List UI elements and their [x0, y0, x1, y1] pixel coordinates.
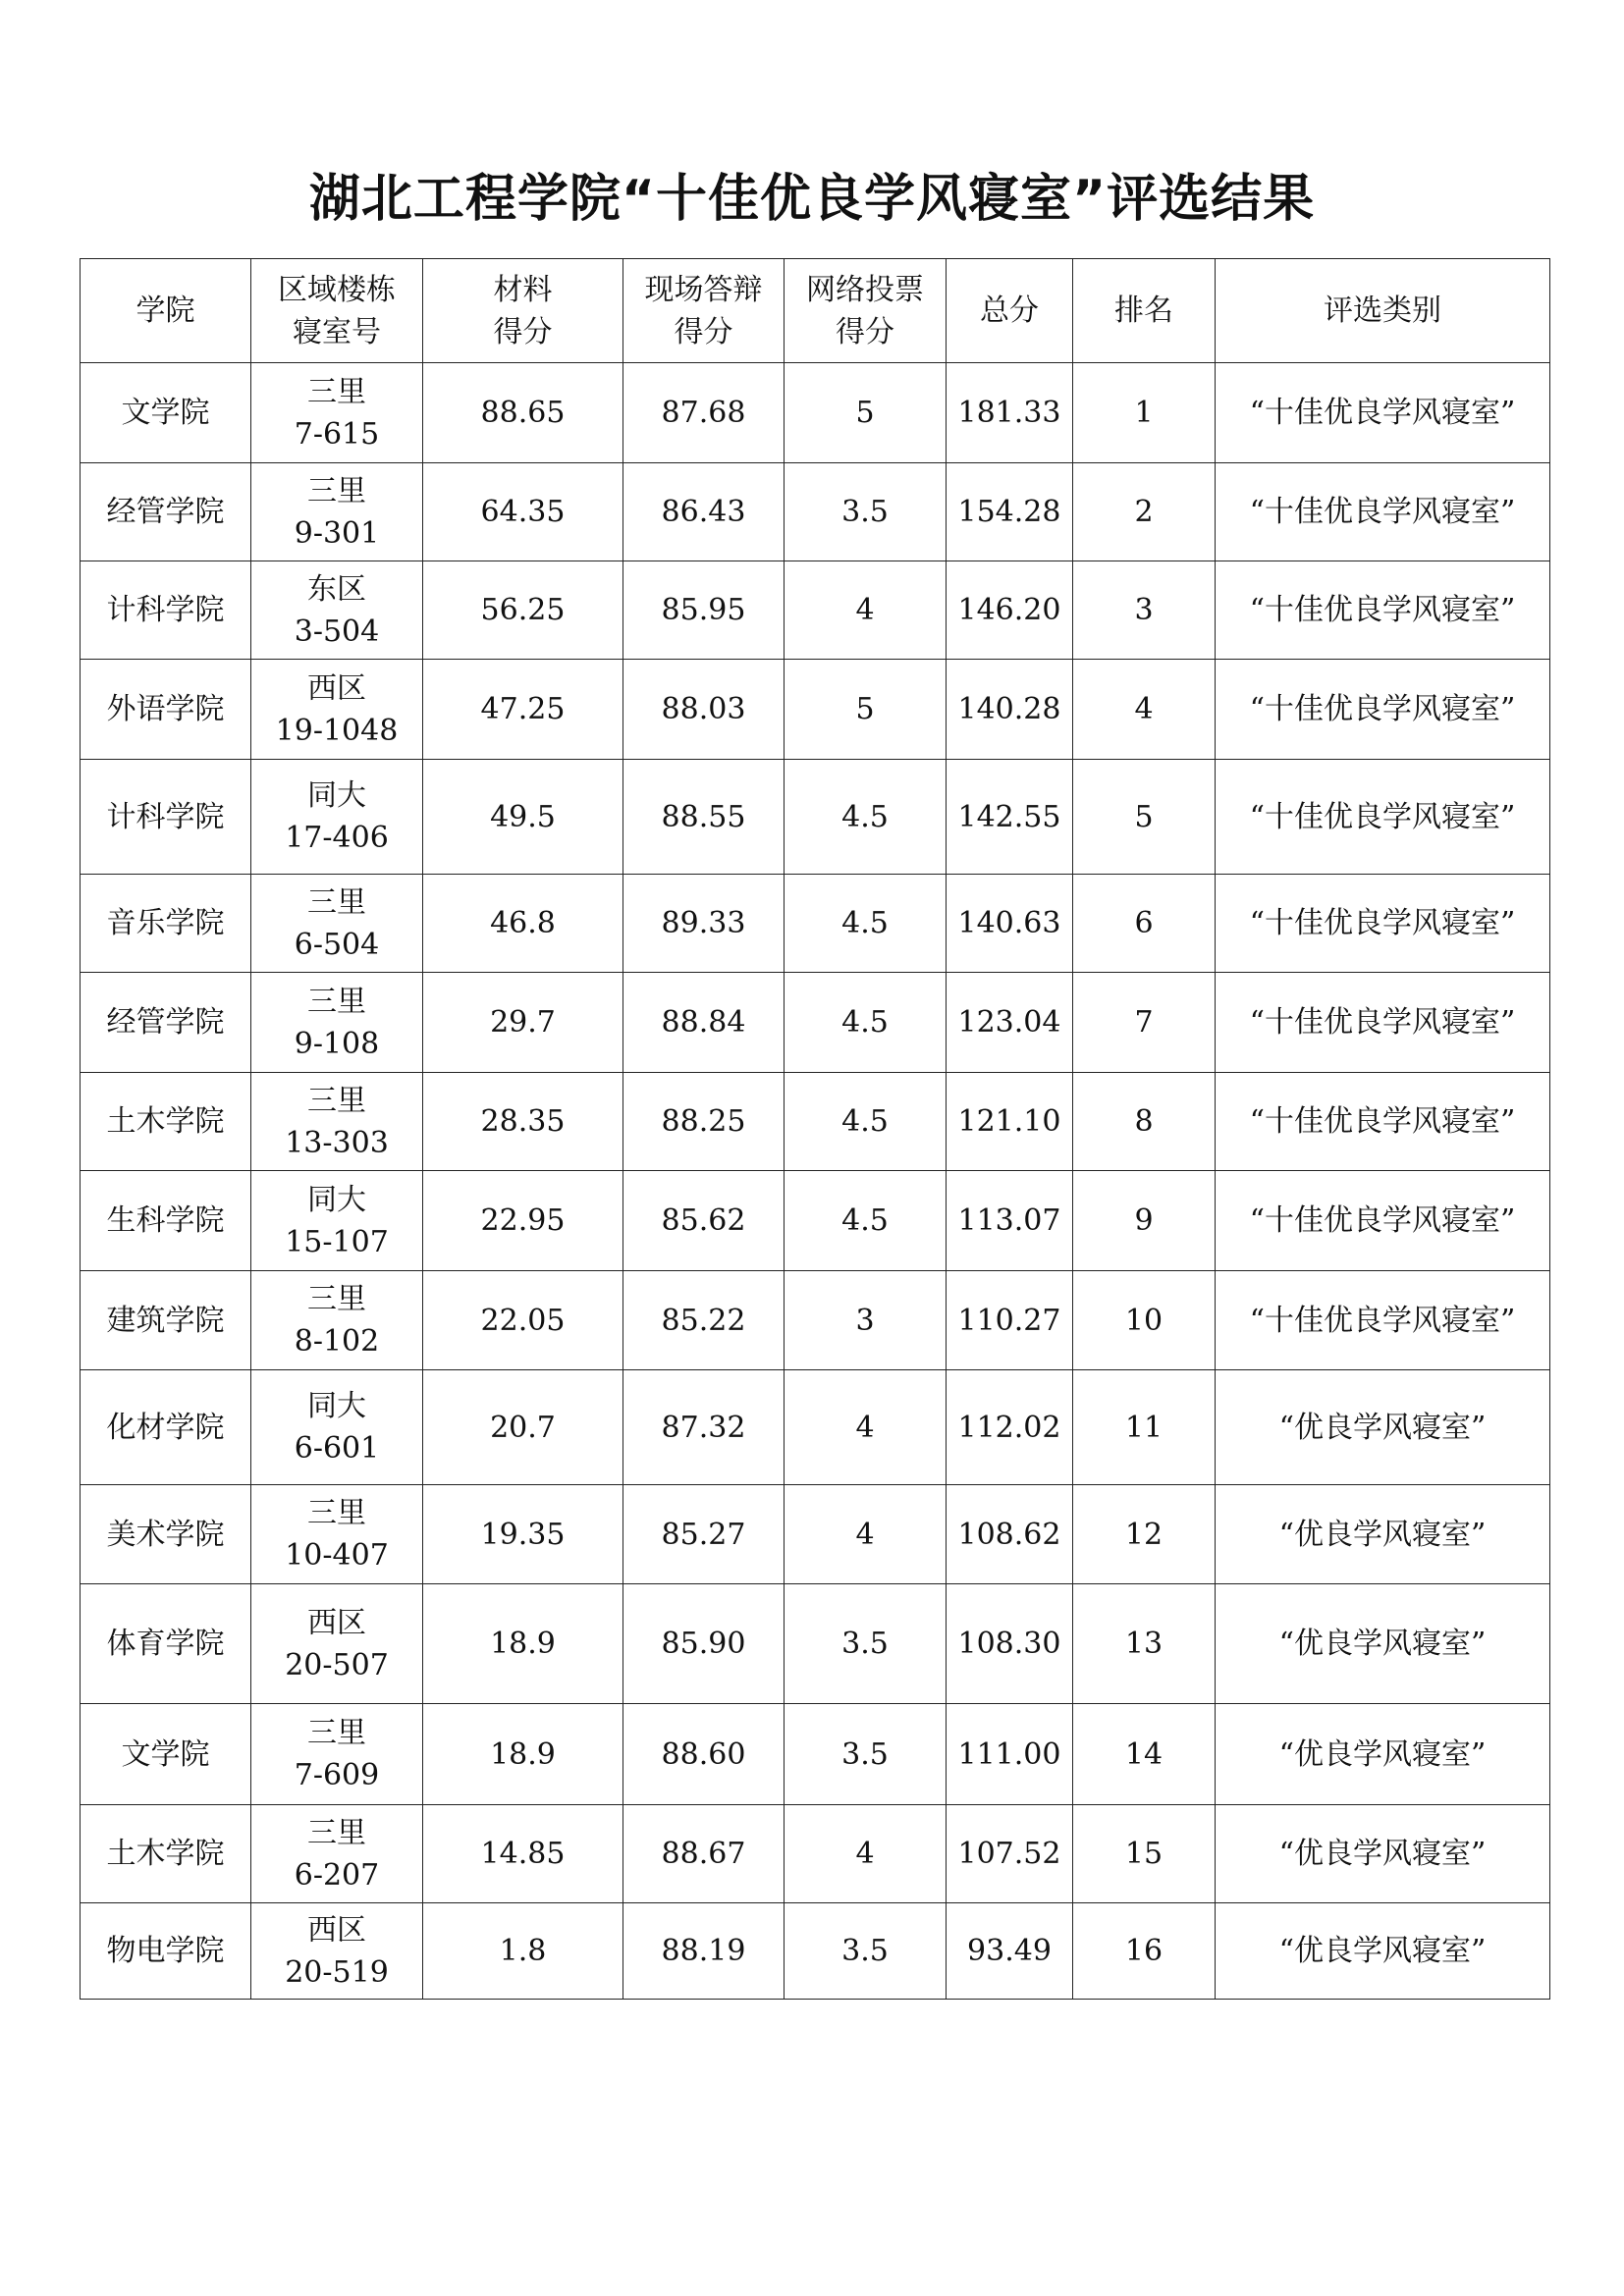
cell-category: [1216, 973, 1550, 1073]
cell-area-room: [251, 1485, 423, 1584]
cell-vote-text: 4.5: [841, 1005, 889, 1040]
cell-total: [947, 1271, 1073, 1370]
cell-material: [423, 973, 623, 1073]
cell-defense: [623, 1370, 785, 1485]
header-defense-score: 现场答辩 得分: [623, 259, 785, 363]
cell-college: [81, 1584, 251, 1704]
cell-college-text: 土木学院: [106, 1837, 225, 1871]
cell-vote-text: 3.5: [841, 1934, 889, 1968]
cell-category: [1216, 1584, 1550, 1704]
cell-vote: [785, 660, 947, 760]
header-area-room: 区域楼栋 寝室号: [251, 259, 423, 363]
cell-vote: [785, 1171, 947, 1271]
cell-college-text: 计科学院: [106, 799, 225, 834]
cell-area: 三里: [307, 473, 366, 508]
cell-rank: [1073, 973, 1216, 1073]
cell-material-text: 1.8: [499, 1934, 547, 1968]
cell-category-text: “十佳优良学风寝室”: [1249, 1005, 1516, 1040]
cell-area-room: [251, 973, 423, 1073]
cell-college: [81, 660, 251, 760]
cell-area-room: [251, 875, 423, 973]
cell-vote: [785, 1704, 947, 1805]
cell-rank-text: 8: [1134, 1104, 1154, 1139]
cell-material: [423, 1704, 623, 1805]
cell-rank: [1073, 660, 1216, 760]
cell-vote: [785, 1805, 947, 1903]
cell-vote-text: 3: [855, 1303, 875, 1338]
cell-total: [947, 1370, 1073, 1485]
cell-category: [1216, 363, 1550, 463]
cell-defense-text: 88.03: [661, 692, 746, 726]
table-row: [81, 1271, 1550, 1370]
cell-room: 19-1048: [275, 713, 399, 748]
cell-total-text: 140.28: [957, 692, 1061, 726]
cell-defense-text: 85.62: [661, 1203, 746, 1238]
cell-category: [1216, 1271, 1550, 1370]
table-row: [81, 1073, 1550, 1171]
cell-room: 15-107: [285, 1224, 389, 1259]
cell-total-text: 146.20: [957, 593, 1061, 627]
cell-material: [423, 363, 623, 463]
cell-defense-text: 86.43: [661, 495, 746, 529]
cell-vote-text: 4.5: [841, 1104, 889, 1139]
cell-area: 三里: [307, 374, 366, 409]
cell-college-text: 计科学院: [106, 593, 225, 627]
cell-material: [423, 760, 623, 875]
cell-vote-text: 3.5: [841, 1627, 889, 1661]
cell-material: [423, 463, 623, 561]
table-row: [81, 1171, 1550, 1271]
cell-college: [81, 561, 251, 660]
cell-college-text: 建筑学院: [106, 1303, 225, 1338]
cell-total-text: 142.55: [957, 799, 1061, 834]
cell-defense-text: 87.32: [661, 1410, 746, 1445]
header-category: 评选类别: [1216, 259, 1550, 363]
cell-rank: [1073, 875, 1216, 973]
cell-total: [947, 1485, 1073, 1584]
cell-material-text: 47.25: [480, 692, 566, 726]
cell-defense: [623, 1584, 785, 1704]
cell-college: [81, 363, 251, 463]
cell-total-text: 111.00: [957, 1736, 1061, 1772]
cell-rank: [1073, 1073, 1216, 1171]
cell-defense-text: 88.60: [661, 1736, 746, 1772]
cell-room: 6-601: [294, 1431, 380, 1466]
cell-area-room: [251, 1370, 423, 1485]
cell-college-text: 外语学院: [106, 692, 225, 726]
cell-rank-text: 10: [1124, 1303, 1164, 1338]
cell-material-text: 14.85: [480, 1837, 566, 1871]
cell-category-text: “优良学风寝室”: [1278, 1410, 1487, 1445]
cell-defense: [623, 1805, 785, 1903]
cell-rank-text: 5: [1134, 799, 1154, 834]
cell-college: [81, 1073, 251, 1171]
table-row: [81, 1805, 1550, 1903]
cell-defense-text: 89.33: [661, 906, 746, 940]
cell-rank: [1073, 463, 1216, 561]
cell-area: 三里: [307, 1496, 366, 1530]
cell-material: [423, 1171, 623, 1271]
cell-category-text: “十佳优良学风寝室”: [1249, 906, 1516, 940]
cell-vote-text: 4: [855, 1517, 875, 1552]
cell-room: 20-507: [285, 1647, 389, 1682]
cell-vote: [785, 1271, 947, 1370]
cell-defense: [623, 463, 785, 561]
cell-rank: [1073, 760, 1216, 875]
table-row: [81, 875, 1550, 973]
cell-material: [423, 1073, 623, 1171]
table-row: [81, 1903, 1550, 2000]
cell-room: 7-609: [294, 1758, 380, 1792]
cell-room: 3-504: [294, 614, 380, 649]
cell-total-text: 121.10: [957, 1104, 1061, 1139]
cell-category: [1216, 1171, 1550, 1271]
cell-category: [1216, 875, 1550, 973]
cell-area-room: [251, 760, 423, 875]
cell-category: [1216, 1805, 1550, 1903]
cell-total-text: 181.33: [957, 396, 1061, 430]
cell-total: [947, 1584, 1073, 1704]
cell-vote-text: 5: [855, 692, 875, 726]
cell-material: [423, 561, 623, 660]
cell-defense-text: 88.19: [661, 1934, 746, 1968]
cell-college-text: 土木学院: [106, 1104, 225, 1139]
cell-vote-text: 4: [855, 1410, 875, 1445]
cell-total-text: 112.02: [957, 1410, 1061, 1445]
cell-category-text: “十佳优良学风寝室”: [1249, 593, 1516, 627]
cell-college-text: 生科学院: [106, 1203, 225, 1238]
cell-area-room: [251, 1903, 423, 2000]
cell-total: [947, 1171, 1073, 1271]
cell-college: [81, 1805, 251, 1903]
cell-area: 三里: [307, 1282, 366, 1316]
cell-rank: [1073, 1805, 1216, 1903]
header-total: 总分: [947, 259, 1073, 363]
cell-rank-text: 3: [1134, 593, 1154, 627]
cell-area-room: [251, 1704, 423, 1805]
cell-category-text: “十佳优良学风寝室”: [1249, 692, 1516, 726]
table-row: [81, 1704, 1550, 1805]
cell-rank-text: 4: [1134, 692, 1154, 726]
cell-defense: [623, 1171, 785, 1271]
cell-defense: [623, 1704, 785, 1805]
cell-material-text: 22.05: [480, 1303, 566, 1338]
cell-defense: [623, 1073, 785, 1171]
header-material-score: 材料 得分: [423, 259, 623, 363]
header-college: 学院: [81, 259, 251, 363]
cell-total: [947, 1704, 1073, 1805]
cell-material: [423, 1584, 623, 1704]
cell-rank-text: 9: [1134, 1203, 1154, 1238]
cell-area: 三里: [307, 1083, 366, 1118]
cell-vote-text: 3.5: [841, 495, 889, 529]
header-row: [81, 259, 1550, 363]
cell-category-text: “十佳优良学风寝室”: [1249, 1303, 1516, 1338]
cell-rank: [1073, 1704, 1216, 1805]
cell-area-room: [251, 660, 423, 760]
cell-material-text: 22.95: [480, 1203, 566, 1238]
cell-category: [1216, 1903, 1550, 2000]
cell-college: [81, 1704, 251, 1805]
cell-area: 三里: [307, 884, 366, 920]
cell-college: [81, 760, 251, 875]
cell-college: [81, 1485, 251, 1584]
cell-vote: [785, 1073, 947, 1171]
cell-total: [947, 875, 1073, 973]
cell-defense: [623, 1271, 785, 1370]
cell-vote: [785, 875, 947, 973]
cell-material-text: 64.35: [480, 495, 566, 529]
cell-total-text: 110.27: [957, 1303, 1061, 1338]
cell-total-text: 108.62: [957, 1517, 1061, 1552]
cell-rank: [1073, 1485, 1216, 1584]
cell-college-text: 体育学院: [106, 1627, 225, 1661]
cell-category-text: “优良学风寝室”: [1278, 1736, 1487, 1772]
cell-defense: [623, 973, 785, 1073]
cell-rank-text: 14: [1124, 1736, 1164, 1772]
cell-category: [1216, 1704, 1550, 1805]
cell-defense: [623, 875, 785, 973]
cell-vote: [785, 561, 947, 660]
cell-college-text: 经管学院: [106, 1005, 225, 1040]
cell-defense-text: 85.90: [661, 1627, 746, 1661]
cell-defense-text: 88.25: [661, 1104, 746, 1139]
cell-vote: [785, 463, 947, 561]
cell-material-text: 19.35: [480, 1517, 566, 1552]
cell-room: 20-519: [285, 1954, 389, 1990]
cell-area-room: [251, 1171, 423, 1271]
cell-vote: [785, 363, 947, 463]
cell-total-text: 154.28: [957, 495, 1061, 529]
cell-vote-text: 3.5: [841, 1736, 889, 1772]
cell-total: [947, 1903, 1073, 2000]
results-table: [80, 258, 1550, 2000]
cell-total-text: 140.63: [957, 906, 1061, 940]
cell-defense: [623, 660, 785, 760]
cell-category-text: “十佳优良学风寝室”: [1249, 1203, 1516, 1238]
cell-defense-text: 85.95: [661, 593, 746, 627]
cell-room: 7-615: [294, 416, 380, 452]
cell-college: [81, 1370, 251, 1485]
cell-material-text: 29.7: [490, 1005, 556, 1040]
cell-room: 9-108: [294, 1026, 380, 1061]
cell-rank: [1073, 561, 1216, 660]
cell-room: 6-207: [294, 1857, 380, 1893]
cell-vote-text: 4.5: [841, 799, 889, 834]
cell-total-text: 93.49: [967, 1934, 1052, 1968]
cell-material-text: 49.5: [490, 799, 556, 834]
cell-rank-text: 6: [1134, 906, 1154, 940]
cell-vote-text: 4: [855, 593, 875, 627]
cell-area-room: [251, 463, 423, 561]
cell-rank-text: 7: [1134, 1005, 1154, 1040]
cell-material-text: 20.7: [490, 1410, 556, 1445]
cell-rank: [1073, 363, 1216, 463]
cell-material: [423, 1903, 623, 2000]
header-rank: 排名: [1073, 259, 1216, 363]
cell-rank-text: 1: [1134, 396, 1154, 430]
cell-college-text: 美术学院: [106, 1517, 225, 1552]
cell-room: 17-406: [285, 821, 389, 855]
cell-material-text: 28.35: [480, 1104, 566, 1139]
cell-area: 三里: [307, 1815, 366, 1850]
cell-rank-text: 16: [1124, 1934, 1164, 1968]
table-row: [81, 363, 1550, 463]
cell-rank: [1073, 1370, 1216, 1485]
cell-area-room: [251, 1271, 423, 1370]
cell-college: [81, 1903, 251, 2000]
cell-defense-text: 88.67: [661, 1837, 746, 1871]
cell-defense: [623, 760, 785, 875]
table-row: [81, 1485, 1550, 1584]
cell-area-room: [251, 1805, 423, 1903]
cell-defense-text: 88.55: [661, 799, 746, 834]
cell-rank-text: 15: [1124, 1837, 1164, 1871]
cell-category-text: “优良学风寝室”: [1278, 1934, 1487, 1968]
cell-defense: [623, 561, 785, 660]
cell-material-text: 56.25: [480, 593, 566, 627]
cell-vote-text: 5: [855, 396, 875, 430]
cell-vote-text: 4: [855, 1837, 875, 1871]
cell-college: [81, 1171, 251, 1271]
cell-college-text: 经管学院: [106, 495, 225, 529]
cell-rank: [1073, 1171, 1216, 1271]
cell-room: 6-504: [294, 927, 380, 962]
table-row: [81, 561, 1550, 660]
cell-area-room: [251, 1073, 423, 1171]
cell-room: 8-102: [294, 1324, 380, 1359]
cell-defense-text: 85.27: [661, 1517, 746, 1552]
cell-area: 同大: [307, 1182, 366, 1217]
cell-category: [1216, 660, 1550, 760]
cell-area: 西区: [307, 670, 366, 706]
cell-material-text: 88.65: [480, 396, 566, 430]
cell-vote: [785, 1485, 947, 1584]
cell-defense: [623, 1903, 785, 2000]
cell-material: [423, 660, 623, 760]
cell-college-text: 文学院: [121, 1736, 210, 1772]
cell-category-text: “十佳优良学风寝室”: [1249, 799, 1516, 834]
cell-area: 同大: [307, 1389, 366, 1423]
cell-total: [947, 1805, 1073, 1903]
cell-category-text: “十佳优良学风寝室”: [1249, 1104, 1516, 1139]
cell-rank-text: 13: [1124, 1627, 1164, 1661]
cell-college: [81, 875, 251, 973]
cell-defense-text: 85.22: [661, 1303, 746, 1338]
cell-area: 西区: [307, 1605, 366, 1640]
cell-college-text: 物电学院: [106, 1934, 225, 1968]
table-row: [81, 760, 1550, 875]
table-row: [81, 660, 1550, 760]
cell-rank: [1073, 1271, 1216, 1370]
cell-material: [423, 1370, 623, 1485]
table-row: [81, 1584, 1550, 1704]
cell-total: [947, 363, 1073, 463]
table-row: [81, 973, 1550, 1073]
cell-total: [947, 760, 1073, 875]
cell-material-text: 18.9: [490, 1736, 556, 1772]
cell-vote-text: 4.5: [841, 1203, 889, 1238]
header-vote-score: 网络投票 得分: [785, 259, 947, 363]
table-row: [81, 463, 1550, 561]
cell-vote: [785, 1584, 947, 1704]
cell-rank-text: 11: [1124, 1410, 1164, 1445]
cell-vote: [785, 1903, 947, 2000]
cell-category-text: “优良学风寝室”: [1278, 1627, 1487, 1661]
cell-total: [947, 660, 1073, 760]
cell-vote-text: 4.5: [841, 906, 889, 940]
cell-material: [423, 1805, 623, 1903]
cell-area-room: [251, 363, 423, 463]
cell-area-room: [251, 1584, 423, 1704]
cell-area: 西区: [307, 1912, 366, 1948]
cell-college-text: 音乐学院: [106, 906, 225, 940]
cell-room: 10-407: [285, 1538, 389, 1573]
cell-rank-text: 2: [1134, 495, 1154, 529]
cell-college-text: 文学院: [121, 396, 210, 430]
cell-material: [423, 1485, 623, 1584]
cell-rank: [1073, 1903, 1216, 2000]
cell-total-text: 108.30: [957, 1627, 1061, 1661]
cell-material: [423, 875, 623, 973]
cell-category-text: “十佳优良学风寝室”: [1249, 495, 1516, 529]
cell-defense-text: 88.84: [661, 1005, 746, 1040]
cell-rank: [1073, 1584, 1216, 1704]
cell-total: [947, 973, 1073, 1073]
cell-category: [1216, 463, 1550, 561]
cell-area: 三里: [307, 1716, 366, 1750]
cell-area: 东区: [307, 571, 366, 607]
cell-material-text: 18.9: [490, 1627, 556, 1661]
cell-category: [1216, 561, 1550, 660]
cell-college-text: 化材学院: [106, 1410, 225, 1445]
cell-category: [1216, 1370, 1550, 1485]
cell-room: 9-301: [294, 515, 380, 551]
cell-category: [1216, 760, 1550, 875]
cell-vote: [785, 760, 947, 875]
cell-total: [947, 1073, 1073, 1171]
cell-defense: [623, 363, 785, 463]
cell-category: [1216, 1485, 1550, 1584]
cell-college: [81, 463, 251, 561]
cell-college: [81, 973, 251, 1073]
cell-material-text: 46.8: [490, 906, 556, 940]
cell-room: 13-303: [285, 1125, 389, 1160]
cell-area: 同大: [307, 778, 366, 813]
cell-total: [947, 463, 1073, 561]
cell-material: [423, 1271, 623, 1370]
cell-total-text: 107.52: [957, 1837, 1061, 1871]
cell-defense: [623, 1485, 785, 1584]
cell-total-text: 113.07: [957, 1203, 1061, 1238]
cell-college: [81, 1271, 251, 1370]
cell-category: [1216, 1073, 1550, 1171]
cell-area-room: [251, 561, 423, 660]
cell-vote: [785, 973, 947, 1073]
cell-rank-text: 12: [1124, 1517, 1164, 1552]
cell-category-text: “十佳优良学风寝室”: [1249, 396, 1516, 430]
cell-total-text: 123.04: [957, 1005, 1061, 1040]
table-row: [81, 1370, 1550, 1485]
cell-total: [947, 561, 1073, 660]
cell-defense-text: 87.68: [661, 396, 746, 430]
cell-area: 三里: [307, 984, 366, 1019]
cell-vote: [785, 1370, 947, 1485]
cell-category-text: “优良学风寝室”: [1278, 1837, 1487, 1871]
document-title: 湖北工程学院“十佳优良学风寝室”评选结果: [308, 170, 1316, 229]
cell-category-text: “优良学风寝室”: [1278, 1517, 1487, 1552]
